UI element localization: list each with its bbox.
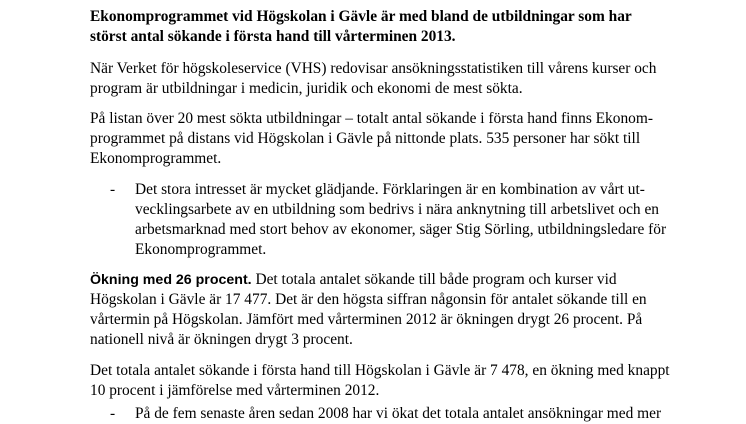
quote-2-dash: -	[110, 405, 116, 422]
paragraph-3-first-rest: Det totala antalet sökande till både program och kurser vid	[251, 271, 617, 288]
headline-line-1: Ekonomprogrammet vid Högskolan i Gävle är med bland de utbildningar som har	[90, 8, 632, 25]
paragraph-3-lead: Ökning med 26 procent.	[90, 272, 252, 288]
paragraph-1-line-2: program är utbildningar i medicin, juridik och ekonomi de mest sökta.	[90, 80, 523, 97]
paragraph-1-line-1: När Verket för högskoleservice (VHS) redovisar ansökningsstatistiken till vårens kurser och	[90, 60, 657, 77]
quote-1-line-1: Det stora intresset är mycket glädjande. Förklaringen är en kombination av vårt ut-	[135, 181, 645, 198]
paragraph-4-line-1: Det totala antalet sökande i första hand till Högskolan i Gävle är 7 478, en ökning med knappt	[90, 362, 670, 379]
quote-2-line-1: På de fem senaste åren sedan 2008 har vi ökat det totala antalet ansökningar med mer	[135, 405, 662, 422]
quote-1-line-2: vecklingsarbete av en utbildning som bedrivs i nära anknytning till arbetslivet och en	[135, 201, 660, 218]
paragraph-3-line-3: vårtermin på Högskolan. Jämfört med vårterminen 2012 är ökningen drygt 26 procent. På	[90, 311, 643, 328]
paragraph-4-line-2: 10 procent i jämförelse med vårterminen 2012.	[90, 382, 380, 399]
paragraph-2-line-3: Ekonomprogrammet.	[90, 150, 222, 167]
paragraph-3-line-2: Högskolan i Gävle är 17 477. Det är den högsta siffran någonsin för antalet sökande till en	[90, 291, 647, 308]
quote-1-dash: -	[110, 181, 116, 198]
paragraph-2-line-1: På listan över 20 mest sökta utbildningar – totalt antal sökande i första hand finns Ekonom-	[90, 110, 653, 127]
paragraph-2-line-2: programmet på distans vid Högskolan i Gävle på nittonde plats. 535 personer har sökt till	[90, 130, 641, 147]
paragraph-3-line-1	[90, 270, 617, 291]
paragraph-3-line-4: nationell nivå är ökningen drygt 3 procent.	[90, 331, 353, 348]
quote-1-line-4: Ekonomprogrammet.	[135, 241, 267, 258]
headline-line-2: störst antal sökande i första hand till vårterminen 2013.	[90, 28, 456, 45]
quote-1-line-3: arbetsmarknad med stort behov av ekonomer, säger Stig Sörling, utbildningsledare för	[135, 221, 667, 238]
